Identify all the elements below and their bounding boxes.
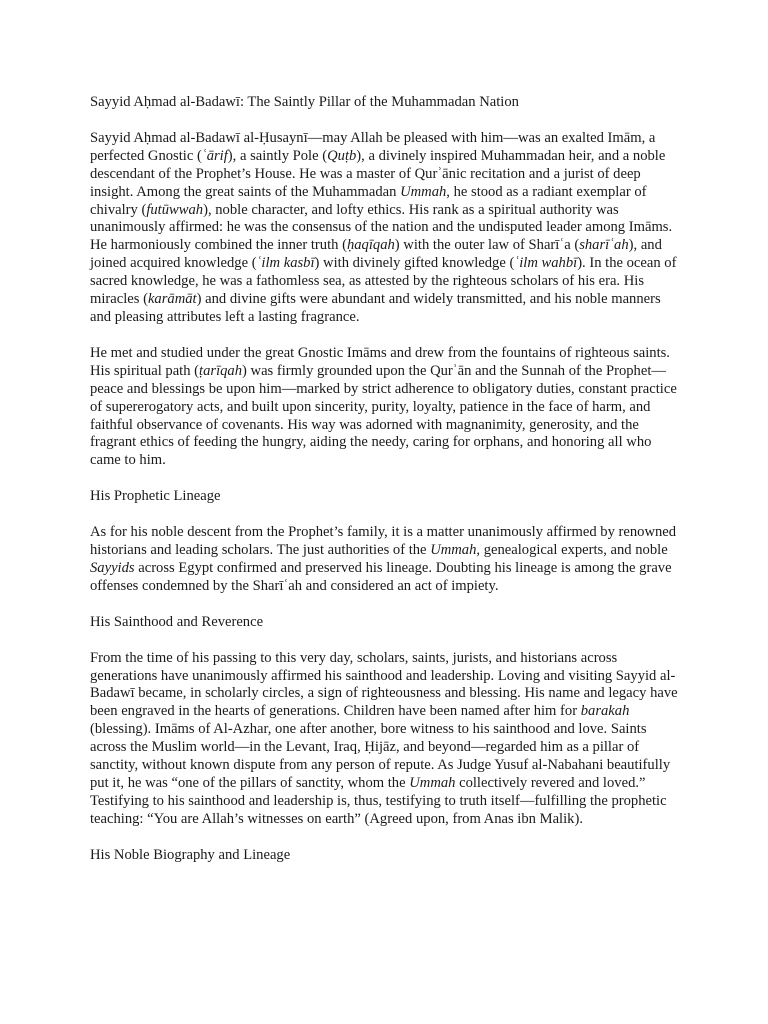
italic-term: ʿilm wahbī	[514, 255, 578, 272]
italic-term: Sayyids	[90, 559, 135, 576]
italic-term: ḥaqīqah	[346, 237, 395, 254]
intro-paragraph-1: Sayyid Aḥmad al-Badawī al-Ḥusaynī—may Allah be pleased with him—was an exalted Imām, a perfected Gnostic (ʿārif), a saintly Pole (Quṭb), a divinely inspired Muhammadan heir, and a noble descendant of the Prophet’s House. He was a master of Qurʾānic recitation and a jurist of deep insight. Among the great saints of the Muhammadan Ummah, he stood as a radiant exemplar of chivalry (futūwwah), noble character, and lofty ethics. His rank as a spiritual authority was unanimously affirmed: he was the consensus of the nation and the undisputed leader among Imāms. He harmoniously combined the inner truth (ḥaqīqah) with the outer law of Sharīʿa (sharīʿah), and joined acquired knowledge (ʿilm kasbī) with divinely gifted knowledge (ʿilm wahbī). In the ocean of sacred knowledge, he was a fathomless sea, as attested by the righteous scholars of his era. His miracles (karāmāt) and divine gifts were abundant and widely transmitted, and his noble manners and pleasing attributes left a lasting fragrance.	[90, 129, 677, 325]
italic-term: barakah	[580, 703, 630, 720]
italic-term: sharīʿah	[579, 237, 629, 254]
document-title: Sayyid Aḥmad al-Badawī: The Saintly Pillar of the Muhammadan Nation	[90, 94, 519, 110]
document-page	[90, 94, 680, 883]
lineage-heading: His Prophetic Lineage	[90, 488, 221, 505]
italic-term: futūwwah	[146, 201, 204, 218]
italic-term: karāmāt	[147, 291, 197, 308]
lineage-paragraph: As for his noble descent from the Prophet’s family, it is a matter unanimously affirmed by renowned historians and leading scholars. The just authorities of the Ummah, genealogical experts, and noble Sayyids across Egypt confirmed and preserved his lineage. Doubting his lineage is among the grave offenses condemned by the Sharīʿah and considered an act of impiety.	[90, 524, 677, 594]
sainthood-paragraph: From the time of his passing to this very day, scholars, saints, jurists, and historians across generations have unanimously affirmed his sainthood and leadership. Loving and visiting Sayyid al-Badawī became, in scholarly circles, a sign of righteousness and blessing. His name and legacy have been engraved in the hearts of generations. Children have been named after him for barakah (blessing). Imāms of Al-Azhar, one after another, bore witness to his sainthood and love. Saints across the Muslim world—in the Levant, Iraq, Ḥijāz, and beyond—regarded him as a pillar of sanctity, without known dispute from any person of repute. As Judge Yusuf al-Nabahani beautifully put it, he was “one of the pillars of sanctity, whom the Ummah collectively revered and loved.” Testifying to his sainthood and leadership is, thus, testifying to truth itself—fulfilling the prophetic teaching: “You are Allah’s witnesses on earth” (Agreed upon, from Anas ibn Malik).	[90, 649, 678, 827]
italic-term: ṭarīqah	[199, 362, 243, 379]
intro-paragraph-2: He met and studied under the great Gnostic Imāms and drew from the fountains of righteous saints. His spiritual path (ṭarīqah) was firmly grounded upon the Qurʾān and the Sunnah of the Prophet—peace and blessings be upon him—marked by strict adherence to obligatory duties, constant practice of supererogatory acts, and built upon sincerity, purity, loyalty, patience in the face of harm, and faithful observance of covenants. His way was adorned with magnanimity, generosity, and the fragrant ethics of feeding the hungry, aiding the needy, caring for orphans, and honoring all who came to him.	[90, 344, 677, 469]
italic-term: ʿilm kasbī	[256, 255, 315, 272]
sainthood-heading: His Sainthood and Reverence	[90, 613, 264, 630]
italic-term: Ummah	[409, 775, 456, 791]
italic-term: Quṭb	[327, 147, 357, 164]
biography-heading: His Noble Biography and Lineage	[90, 846, 291, 863]
italic-term: ʿārif	[201, 147, 228, 164]
italic-term: Ummah	[400, 183, 447, 200]
italic-term: Ummah	[430, 542, 477, 559]
